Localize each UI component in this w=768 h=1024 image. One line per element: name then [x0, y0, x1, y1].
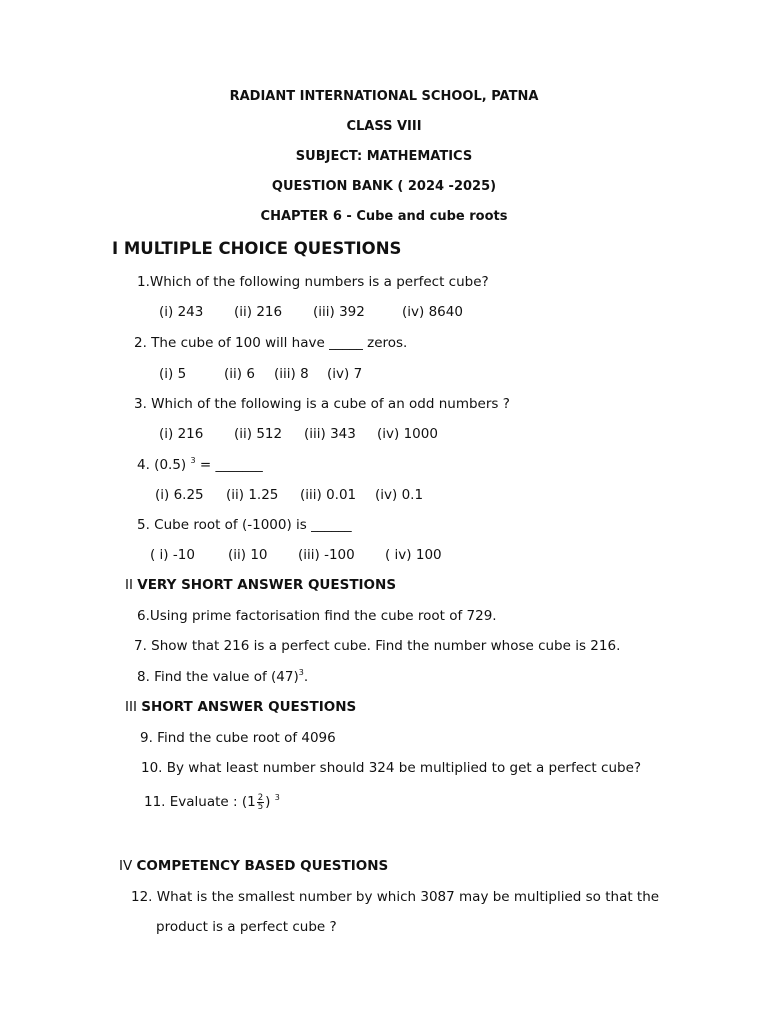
section-vsa-heading: VERY SHORT ANSWER QUESTIONS [137, 577, 397, 593]
section-sa-title [125, 698, 356, 716]
q4-exponent: 3 [190, 456, 196, 465]
q11-close-paren: ) [265, 794, 271, 810]
question-3: 3. Which of the following is a cube of an odd numbers ? [134, 396, 510, 412]
question-5: 5. Cube root of (-1000) is ______ [137, 517, 352, 533]
section-vsa-number: II [125, 577, 138, 593]
school-name: RADIANT INTERNATIONAL SCHOOL, PATNA [229, 89, 539, 104]
question-7: 7. Show that 216 is a perfect cube. Find the number whose cube is 216. [134, 638, 621, 654]
section-cbq-heading: COMPETENCY BASED QUESTIONS [136, 858, 389, 874]
section-cbq-number: IV [119, 858, 137, 874]
q1-option-2: (ii) 216 [234, 304, 283, 320]
q4-option-4: (iv) 0.1 [375, 487, 424, 503]
question-8 [137, 668, 308, 686]
q4-text: 4. (0.5) [137, 457, 191, 473]
question-12-line2: product is a perfect cube ? [156, 919, 337, 935]
question-6: 6.Using prime factorisation find the cube root of 729. [137, 608, 497, 624]
question-11 [144, 793, 280, 811]
section-sa-heading: SHORT ANSWER QUESTIONS [141, 699, 357, 715]
section-mcq-title: I MULTIPLE CHOICE QUESTIONS [112, 239, 402, 258]
q5-option-3: (iii) -100 [298, 547, 355, 563]
section-vsa-title [125, 576, 396, 594]
chapter-title: CHAPTER 6 - Cube and cube roots [260, 209, 508, 224]
q5-option-2: (ii) 10 [228, 547, 268, 563]
question-4 [137, 456, 263, 474]
question-10: 10. By what least number should 324 be multiplied to get a perfect cube? [141, 760, 642, 776]
q4-option-1: (i) 6.25 [155, 487, 204, 503]
q8-text: 8. Find the value of (47) [137, 669, 299, 685]
q2-option-2: (ii) 6 [224, 366, 255, 382]
question-9: 9. Find the cube root of 4096 [140, 730, 336, 746]
q11-numerator: 2 [257, 792, 264, 803]
q5-option-4: ( iv) 100 [385, 547, 442, 563]
q3-option-2: (ii) 512 [234, 426, 283, 442]
q4-blank: = _______ [195, 457, 263, 473]
q3-option-3: (iii) 343 [304, 426, 356, 442]
q11-exponent: 3 [274, 793, 280, 802]
q2-option-4: (iv) 7 [327, 366, 363, 382]
question-12-line1: 12. What is the smallest number by which 3087 may be multiplied so that the [131, 889, 660, 905]
question-bank-label: QUESTION BANK ( 2024 -2025) [271, 179, 497, 194]
q5-option-1: ( i) -10 [150, 547, 195, 563]
q11-fraction [257, 794, 264, 811]
q4-option-2: (ii) 1.25 [226, 487, 279, 503]
q3-option-4: (iv) 1000 [377, 426, 438, 442]
class-label: CLASS VIII [346, 119, 422, 134]
q11-denominator: 5 [257, 801, 264, 812]
q4-option-3: (iii) 0.01 [300, 487, 357, 503]
q2-option-3: (iii) 8 [274, 366, 309, 382]
q11-text: 11. Evaluate : (1 [144, 794, 256, 810]
section-sa-number: III [125, 699, 142, 715]
question-1: 1.Which of the following numbers is a perfect cube? [137, 274, 489, 290]
q8-exponent: 3 [298, 668, 304, 677]
q1-option-1: (i) 243 [159, 304, 204, 320]
section-cbq-title [119, 857, 388, 875]
q2-option-1: (i) 5 [159, 366, 187, 382]
question-2: 2. The cube of 100 will have _____ zeros. [134, 335, 408, 351]
q3-option-1: (i) 216 [159, 426, 204, 442]
subject-label: SUBJECT: MATHEMATICS [295, 149, 473, 164]
q8-period: . [303, 669, 309, 685]
q1-option-3: (iii) 392 [313, 304, 365, 320]
q1-option-4: (iv) 8640 [402, 304, 463, 320]
